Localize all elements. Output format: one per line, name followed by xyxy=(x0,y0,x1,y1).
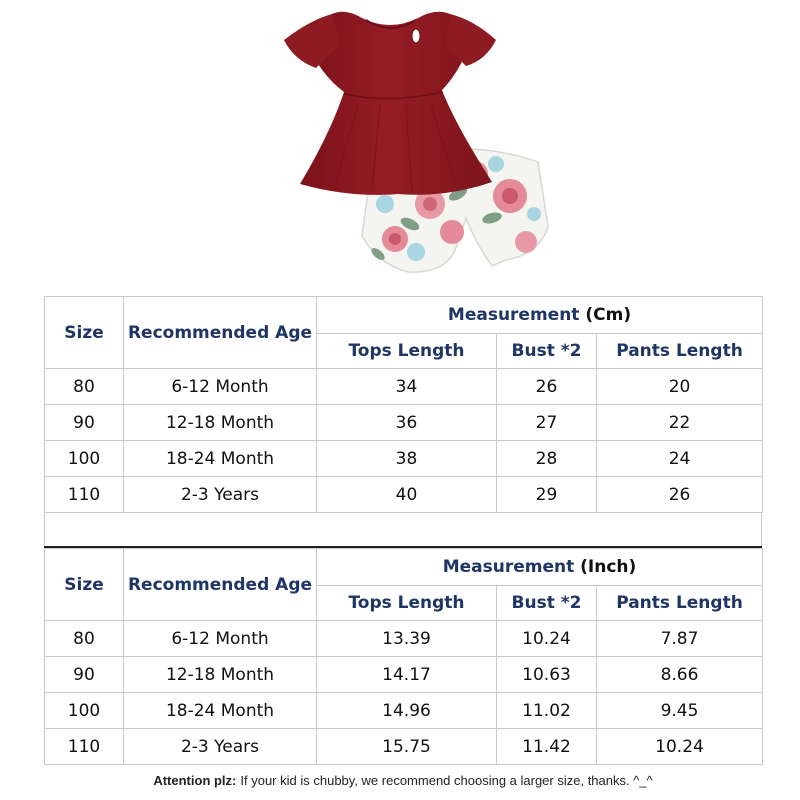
pants-length-header: Pants Length xyxy=(597,586,763,621)
size-cell: 110 xyxy=(45,477,124,513)
pants-length-cell: 8.66 xyxy=(597,657,763,693)
pants-length-cell: 7.87 xyxy=(597,621,763,657)
bust-cell: 10.63 xyxy=(497,657,597,693)
bust-header: Bust *2 xyxy=(497,586,597,621)
table-row xyxy=(45,441,763,477)
size-cell: 100 xyxy=(45,441,124,477)
bust-cell: 11.42 xyxy=(497,729,597,765)
measurement-header xyxy=(317,297,763,334)
size-chart-cm xyxy=(44,296,763,513)
age-cell: 18-24 Month xyxy=(124,693,317,729)
size-cell: 100 xyxy=(45,693,124,729)
age-cell: 12-18 Month xyxy=(124,405,317,441)
age-cell: 18-24 Month xyxy=(124,441,317,477)
tops-length-cell: 34 xyxy=(317,369,497,405)
tops-length-cell: 14.96 xyxy=(317,693,497,729)
size-cell: 90 xyxy=(45,405,124,441)
size-header: Size xyxy=(45,297,124,369)
table-spacer xyxy=(44,513,762,546)
pants-length-cell: 22 xyxy=(597,405,763,441)
unit-label: (Cm) xyxy=(585,305,632,325)
bust-cell: 10.24 xyxy=(497,621,597,657)
size-cell: 90 xyxy=(45,657,124,693)
attention-label: Attention plz: xyxy=(153,772,237,788)
attention-note xyxy=(44,764,762,796)
size-cell: 80 xyxy=(45,369,124,405)
pants-length-cell: 20 xyxy=(597,369,763,405)
size-cell: 110 xyxy=(45,729,124,765)
recommended-age-header: Recommended Age xyxy=(124,549,317,621)
tops-length-cell: 14.17 xyxy=(317,657,497,693)
tops-length-cell: 36 xyxy=(317,405,497,441)
tops-length-cell: 40 xyxy=(317,477,497,513)
product-photo xyxy=(270,4,560,289)
pants-length-cell: 24 xyxy=(597,441,763,477)
bust-cell: 29 xyxy=(497,477,597,513)
tops-length-cell: 38 xyxy=(317,441,497,477)
unit-label: (Inch) xyxy=(580,557,637,577)
table-row xyxy=(45,657,763,693)
measurement-label: Measurement xyxy=(447,305,580,325)
age-cell: 6-12 Month xyxy=(124,369,317,405)
table-row xyxy=(45,693,763,729)
measurement-label: Measurement xyxy=(442,557,575,577)
table-row xyxy=(45,477,763,513)
table-row xyxy=(45,369,763,405)
age-cell: 2-3 Years xyxy=(124,729,317,765)
tops-length-cell: 15.75 xyxy=(317,729,497,765)
pants-length-cell: 9.45 xyxy=(597,693,763,729)
red-ruffle-top xyxy=(284,12,496,195)
bust-cell: 26 xyxy=(497,369,597,405)
size-cell: 80 xyxy=(45,621,124,657)
table-row xyxy=(45,729,763,765)
measurement-header xyxy=(317,549,763,586)
table-row xyxy=(45,621,763,657)
age-cell: 6-12 Month xyxy=(124,621,317,657)
tops-length-header: Tops Length xyxy=(317,586,497,621)
size-chart-inch xyxy=(44,548,763,765)
table-row xyxy=(45,405,763,441)
age-cell: 12-18 Month xyxy=(124,657,317,693)
pants-length-cell: 26 xyxy=(597,477,763,513)
recommended-age-header: Recommended Age xyxy=(124,297,317,369)
tops-length-cell: 13.39 xyxy=(317,621,497,657)
bust-cell: 11.02 xyxy=(497,693,597,729)
age-cell: 2-3 Years xyxy=(124,477,317,513)
size-header: Size xyxy=(45,549,124,621)
pants-length-header: Pants Length xyxy=(597,334,763,369)
tops-length-header: Tops Length xyxy=(317,334,497,369)
pants-length-cell: 10.24 xyxy=(597,729,763,765)
bust-cell: 27 xyxy=(497,405,597,441)
bust-header: Bust *2 xyxy=(497,334,597,369)
attention-text: If your kid is chubby, we recommend choosing a larger size, thanks. ^_^ xyxy=(240,772,653,788)
bust-cell: 28 xyxy=(497,441,597,477)
